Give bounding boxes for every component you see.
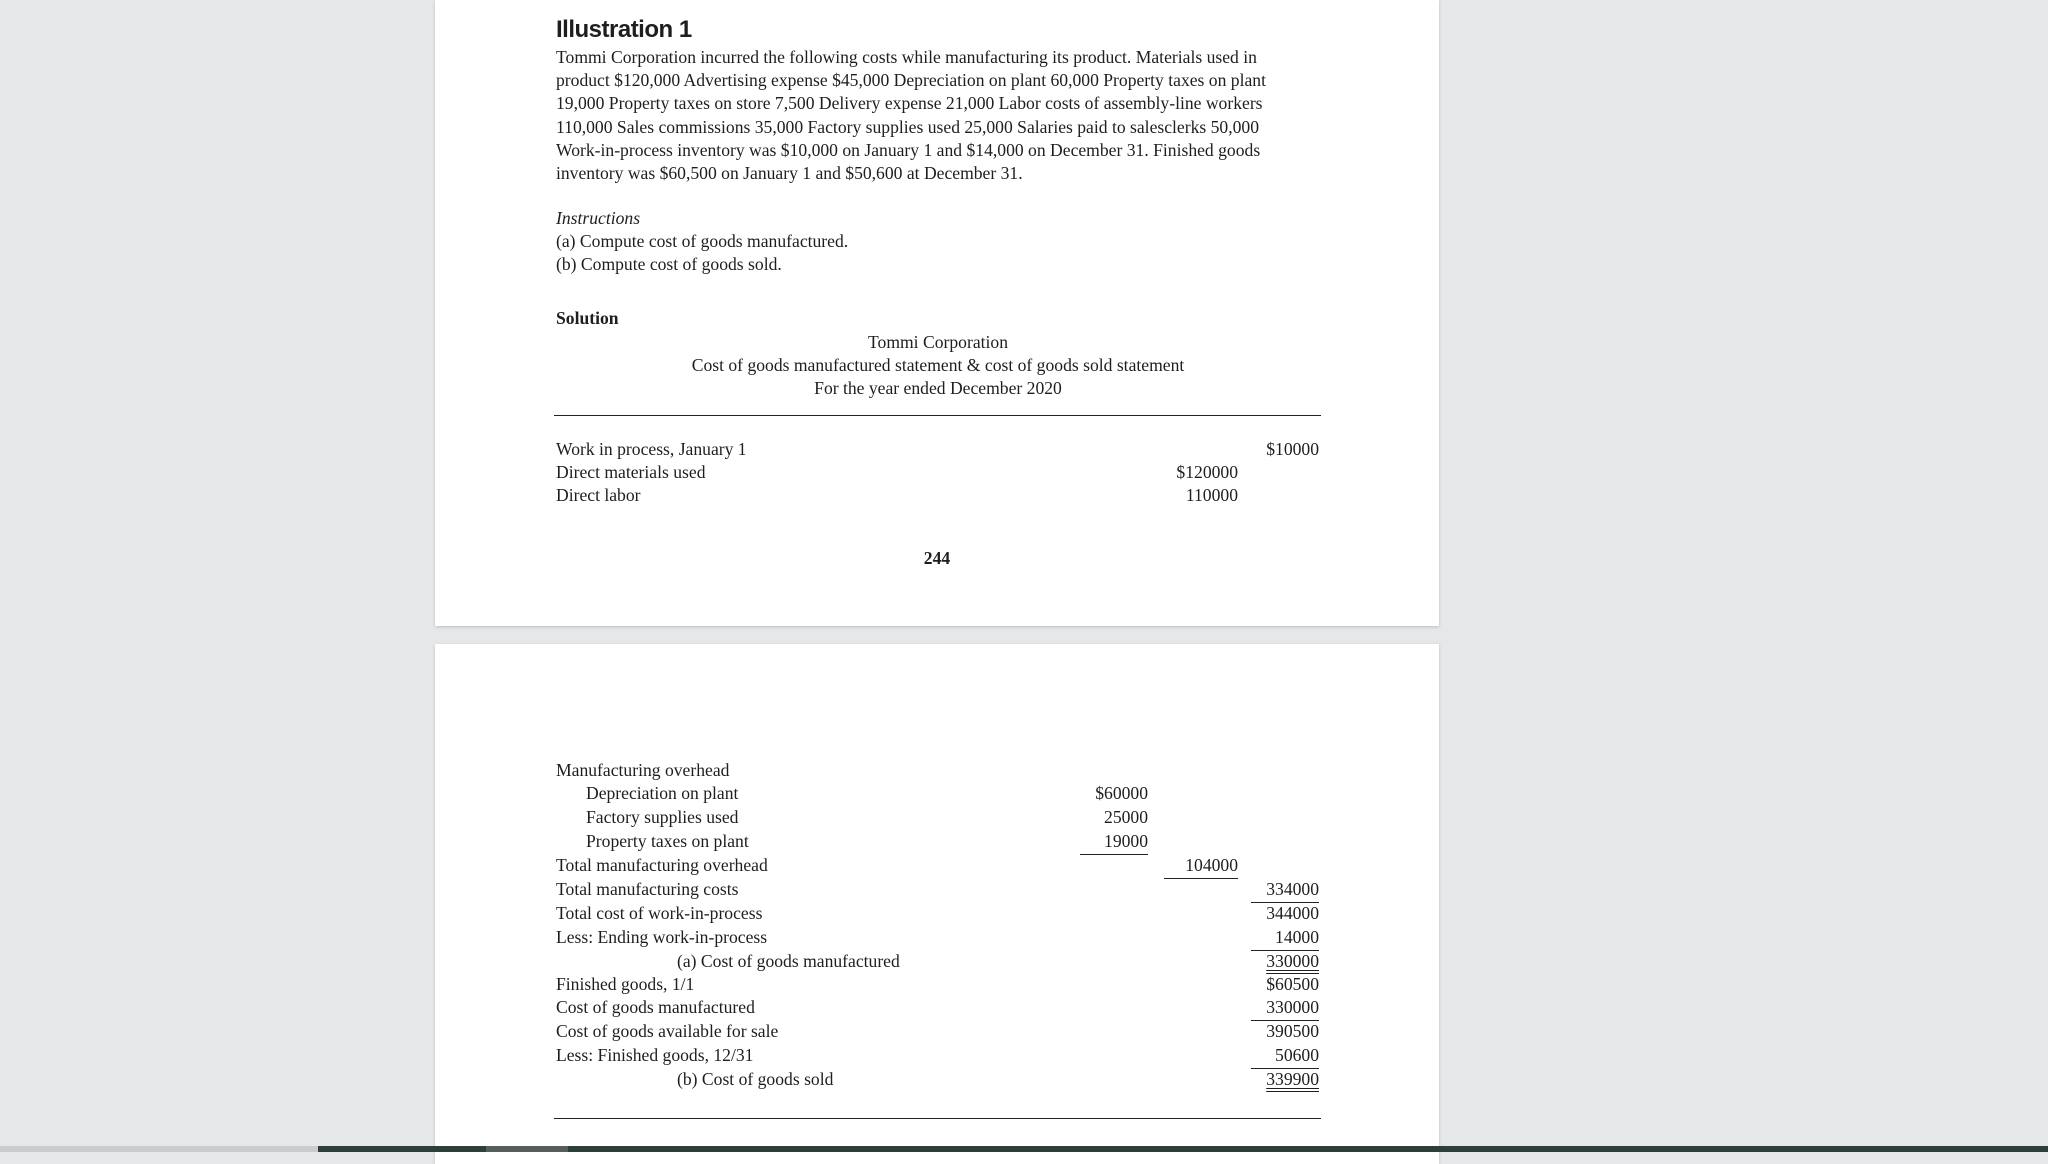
header-rule <box>554 415 1321 416</box>
row-value-finished-goods-jan1: $60500 <box>1266 974 1319 994</box>
row-label-goods-available: Cost of goods available for sale <box>556 1021 779 1041</box>
page-number: 244 <box>923 548 951 568</box>
illustration-title: Illustration 1 <box>556 16 692 43</box>
row-label-mfg-overhead: Manufacturing overhead <box>556 760 730 780</box>
row-label-direct-materials: Direct materials used <box>556 462 706 482</box>
row-value-cogs: 339900 <box>1266 1069 1319 1089</box>
row-label-factory-supplies: Factory supplies used <box>586 807 739 827</box>
statement-company: Tommi Corporation <box>868 332 1008 352</box>
problem-line: Work-in-process inventory was $10,000 on January 1 and $14,000 on December 31. Finished goods <box>556 139 1261 160</box>
row-label-finished-goods-dec31: Less: Finished goods, 12/31 <box>556 1045 754 1065</box>
row-value-property-taxes-plant: 19000 <box>1104 831 1148 851</box>
row-label-direct-labor: Direct labor <box>556 485 641 505</box>
instruction-b: (b) Compute cost of goods sold. <box>556 254 782 274</box>
problem-line: inventory was $60,500 on January 1 and $50,600 at December 31. <box>556 163 1023 184</box>
row-value-ending-wip: 14000 <box>1275 927 1319 947</box>
problem-line: product $120,000 Advertising expense $45,000 Depreciation on plant 60,000 Property taxes on plant <box>556 70 1266 91</box>
document-page-2 <box>435 644 1439 1164</box>
row-label-cogs: (b) Cost of goods sold <box>677 1069 834 1089</box>
row-label-cogm: (a) Cost of goods manufactured <box>677 951 900 971</box>
problem-line: 110,000 Sales commissions 35,000 Factory supplies used 25,000 Salaries paid to salesclerks 50,000 <box>556 116 1260 137</box>
row-value-finished-goods-dec31: 50600 <box>1275 1045 1319 1065</box>
instructions-heading: Instructions <box>556 208 641 228</box>
row-value-depreciation: $60000 <box>1095 783 1148 803</box>
document-page-1 <box>435 0 1439 626</box>
row-label-finished-goods-jan1: Finished goods, 1/1 <box>556 974 695 994</box>
row-value-cogm-2: 330000 <box>1266 997 1319 1017</box>
row-value-wip-jan1: $10000 <box>1266 439 1319 459</box>
row-value-direct-labor: 110000 <box>1185 485 1238 505</box>
problem-line: Tommi Corporation incurred the following costs while manufacturing its product. Materials used in <box>556 47 1257 67</box>
row-value-cogm: 330000 <box>1266 951 1319 971</box>
statement-title: Cost of goods manufactured statement & cost of goods sold statement <box>691 355 1185 375</box>
solution-heading: Solution <box>556 308 619 328</box>
row-value-goods-available: 390500 <box>1266 1021 1319 1041</box>
statement-period: For the year ended December 2020 <box>814 378 1062 398</box>
row-value-factory-supplies: 25000 <box>1104 807 1148 827</box>
taskbar-active-item[interactable] <box>486 1146 568 1152</box>
row-value-total-overhead: 104000 <box>1185 855 1238 875</box>
row-label-total-wip: Total cost of work-in-process <box>556 903 763 923</box>
row-label-depreciation: Depreciation on plant <box>586 783 739 803</box>
row-value-total-wip: 344000 <box>1266 903 1319 923</box>
row-value-total-mfg-costs: 334000 <box>1266 879 1319 899</box>
row-label-property-taxes-plant: Property taxes on plant <box>586 831 749 851</box>
row-value-direct-materials: $120000 <box>1176 462 1238 482</box>
taskbar-strip <box>318 1146 2048 1152</box>
problem-line: 19,000 Property taxes on store 7,500 Delivery expense 21,000 Labor costs of assembly-line workers <box>556 93 1263 114</box>
instruction-a: (a) Compute cost of goods manufactured. <box>556 231 849 251</box>
footer-rule <box>554 1118 1321 1119</box>
row-label-total-mfg-costs: Total manufacturing costs <box>556 879 739 899</box>
row-label-total-overhead: Total manufacturing overhead <box>556 855 768 875</box>
problem-statement <box>556 46 1318 185</box>
row-label-cogm-2: Cost of goods manufactured <box>556 997 755 1017</box>
row-label-wip-jan1: Work in process, January 1 <box>556 439 747 459</box>
row-label-ending-wip: Less: Ending work-in-process <box>556 927 768 947</box>
